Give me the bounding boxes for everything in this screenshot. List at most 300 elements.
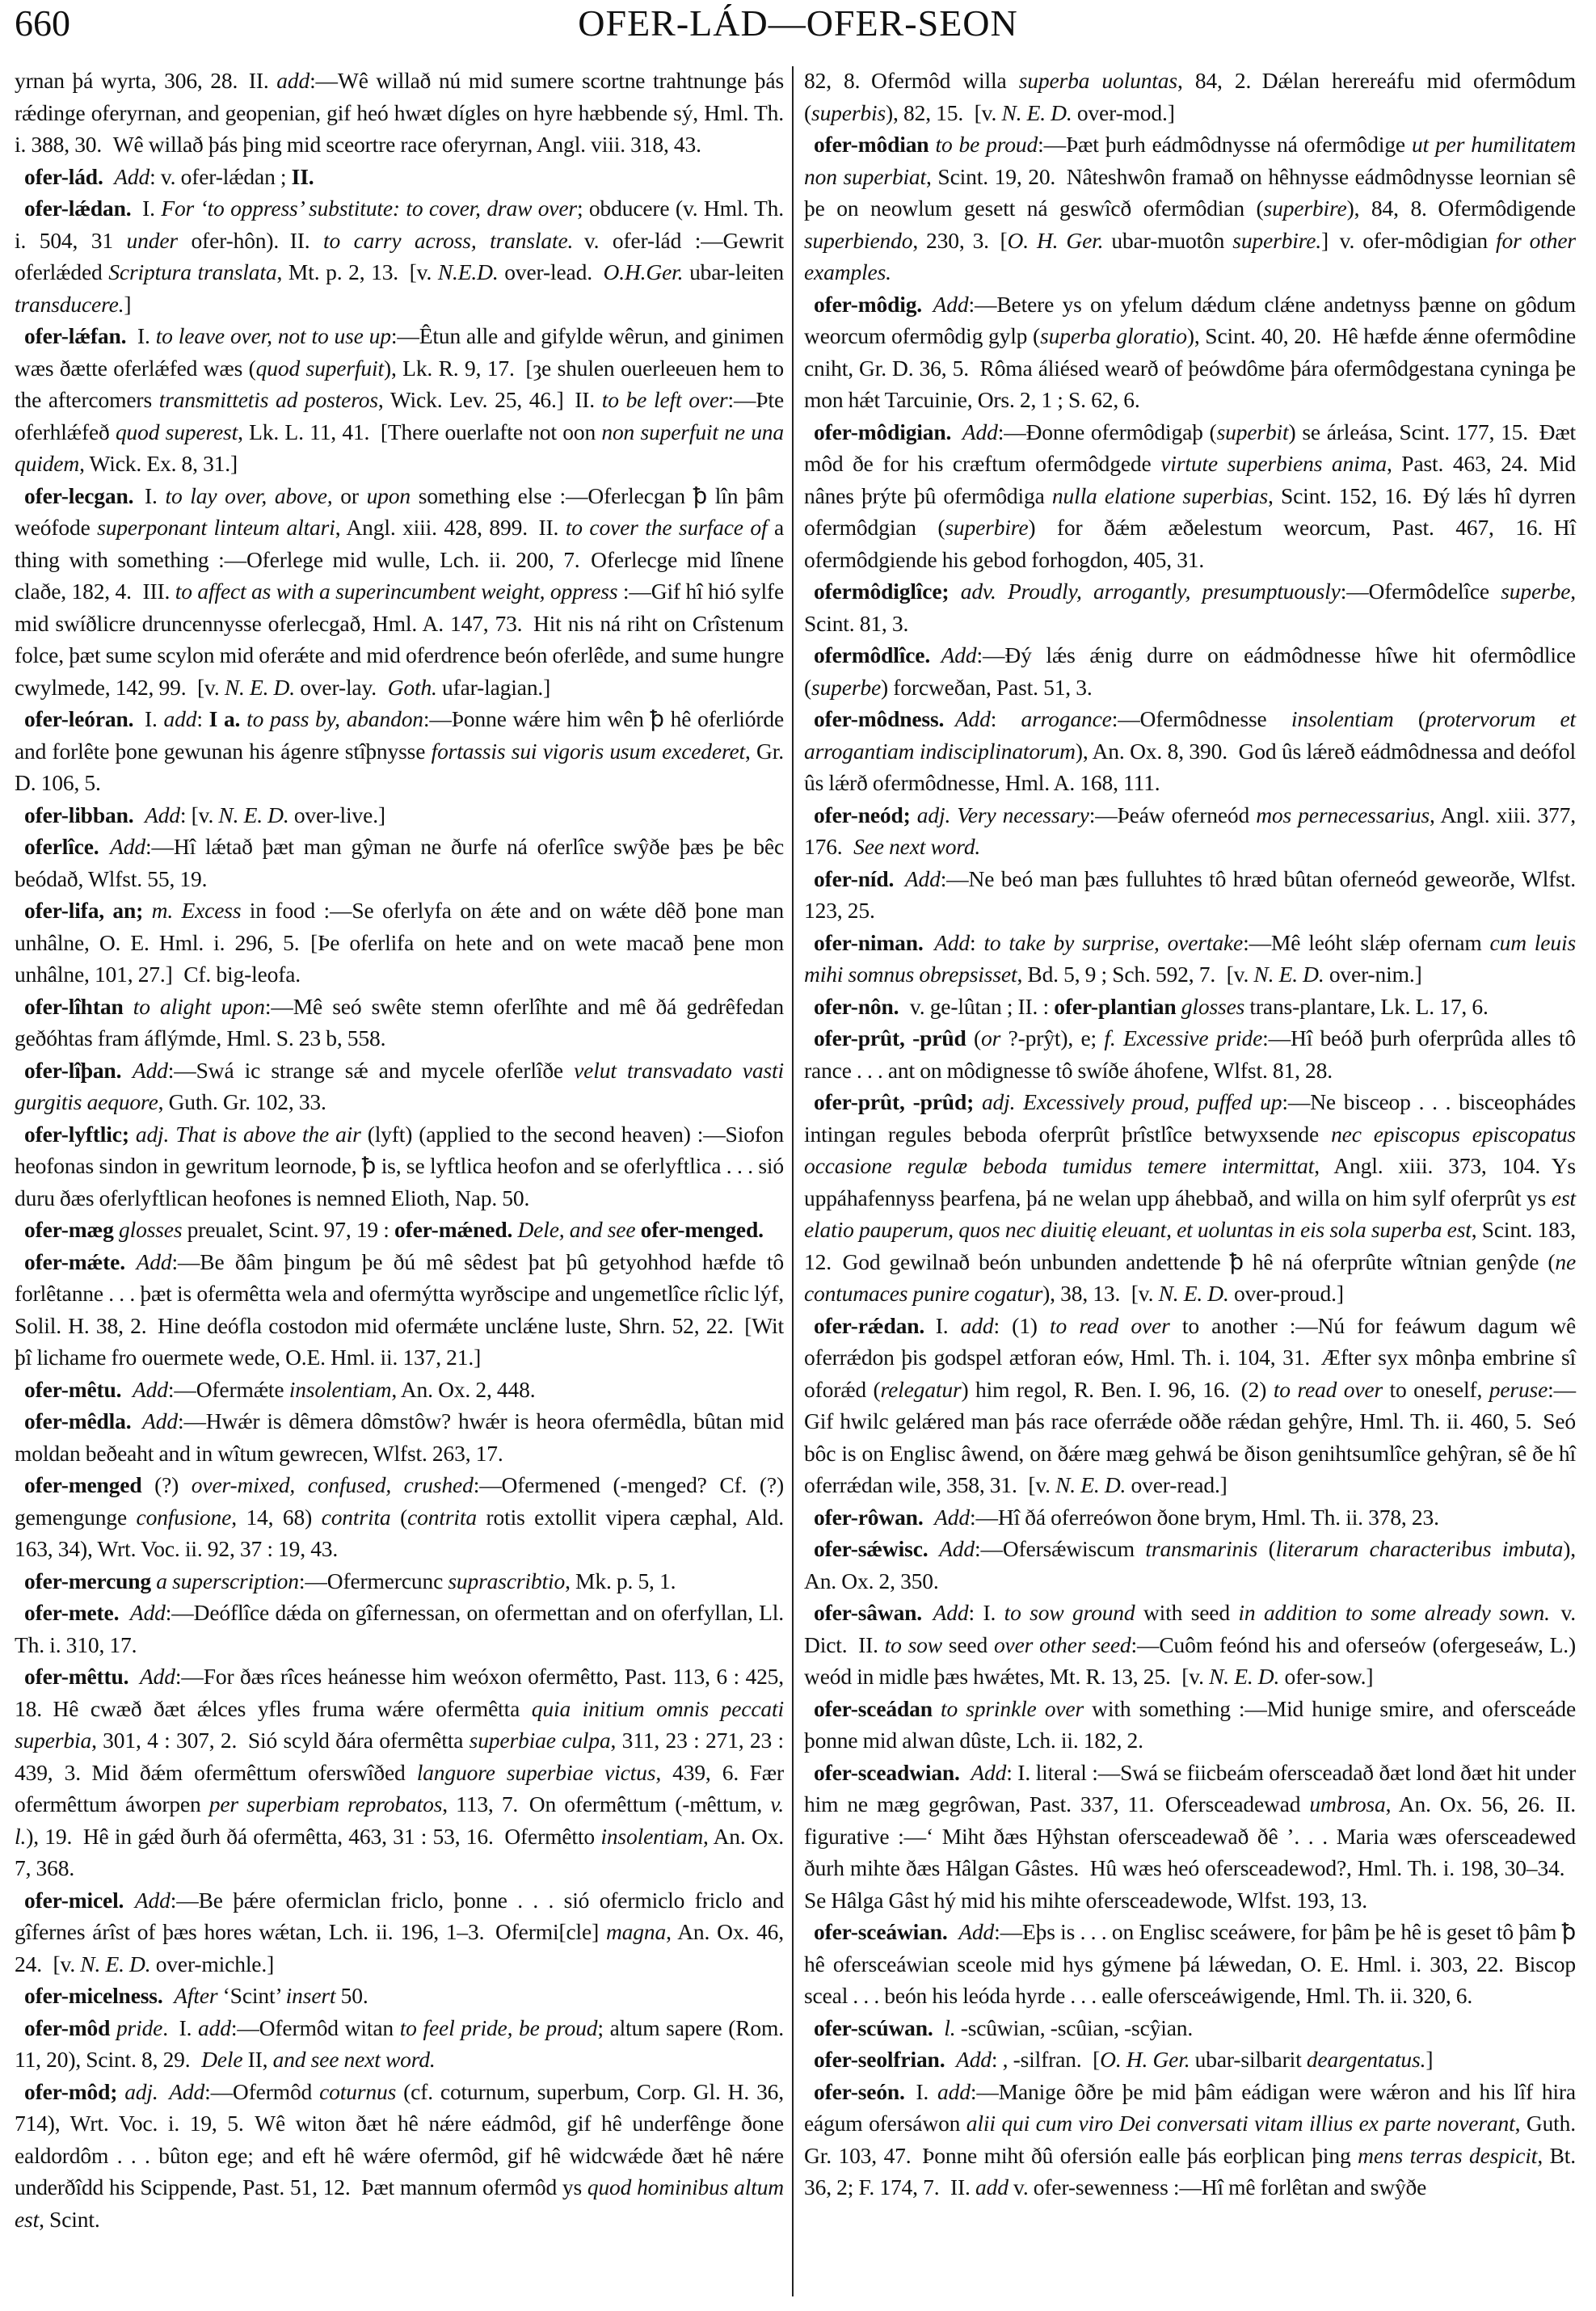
italic-gloss: adj. That is above the air [135,1121,361,1147]
dictionary-entry [804,416,1576,576]
entry-text: :—Cuôm feónd his and oferseów (ofergeseáw, L.) weód in midle þæs hwǽtes, Mt. R. 13, 25. [v. [804,1631,1576,1689]
entry-text: : [970,929,984,955]
italic-gloss: alii qui cum viro Dei conversati vitam illius ex parte noverant [966,2111,1515,2136]
entry-text: :—Þeáw oferneód [1089,802,1257,827]
italic-gloss: to cover the surface of [565,515,768,540]
running-head: OFER-LÁD—OFER-SEON [578,2,1018,44]
italic-gloss: adj. Excessively proud, puffed up [981,1089,1282,1114]
italic-gloss: suprascribtio [448,1568,566,1593]
entry-text: :—Betere ys on yfelum dǽdum clǽne andetnyss þænne on gôdum weorcum ofermôdig gylp ( [804,291,1576,348]
dictionary-entry [15,1405,784,1469]
italic-gloss: O. H. Ger. [1007,227,1104,253]
entry-text: over-nim.] [1324,962,1422,987]
italic-gloss: N. E. D. [224,674,295,700]
entry-text: :—Ne bisceop . . . bisceophádes intingan regules beboda oferprût þrîstlîce betwyxsende [804,1089,1576,1147]
entry-text: : [196,706,209,731]
italic-gloss: upon [366,482,411,508]
italic-gloss: superbiae culpa [469,1728,611,1753]
entry-text: ubar-muotôn [1103,227,1233,253]
headword: ofer-môd [24,2014,111,2040]
headword: ofermôdlîce. [814,642,931,667]
entry-text [948,1919,959,1944]
entry-text: I. [904,2078,938,2104]
italic-gloss: peruse [1489,1376,1548,1402]
entry-text: ), Scint. 40, 20. Hê hæfde ǽnne ofermôdine cniht, Gr. D. 36, 5. Rôma áliésed wearð of þeówdôme þára ofermôdgestana cyninga þe mon hǽt Tarcuinie, Ors. 2, 1 ; S. 62, 6. [804,323,1576,412]
italic-gloss: adv. Proudly, arrogantly, presumptuously [960,579,1341,604]
headword: ofer-lád. [24,163,103,189]
entry-text: ] v. ofer-môdigian [1321,227,1497,253]
entry-text: to oneself, [1383,1376,1489,1402]
italic-gloss: O. H. Ger. [1100,2047,1190,2072]
italic-gloss: superbire [1263,196,1347,221]
entry-text: :—Mê leóht slǽp ofernam [1243,929,1490,955]
italic-gloss: est elatio pauperum, quos nec diuitię eleuant, et uoluntas in eis sola superba est [804,1185,1576,1242]
entry-text [124,1888,135,1913]
entry-text: , Wick. Lev. 25, 46.] II. [377,387,602,412]
entry-text: , Lk. L. 11, 41. [There ouerlafte not oon [238,419,602,444]
dictionary-entry [15,1980,784,2012]
italic-gloss: N. E. D. [1001,99,1072,125]
italic-gloss: insolentiam [600,1823,704,1849]
headword: ofer-lîhtan [24,993,124,1019]
entry-text [930,642,941,667]
dictionary-entry [804,1022,1576,1086]
entry-text: :—Þonne wǽre him wên ꝥ hê oferliórde and forlête þone gewunan his ágenre stîþnysse [15,706,785,764]
entry-text: :—Hî beóð þurh oferprûda alles tô rance . . . ant on môdignesse tô swíðe áhofene, Wlfst. 81, 28. [804,1025,1576,1083]
entry-text: :—Be ðâm þingum þe ðú mê sêdest þat þû getyohhod hæfde tô forlêtanne . . . þæt is ofermêtta wela and ofermýtta wyrðscipe and ungemetlîce rîclic lýf, Solil. H. 38, 2. Hine deófla costodon mid ofermǽte unclǽne luste, Shrn. 52, 22. [Wit þî lichame fro ouermete wede, O.E. Hml. ii. 137, 21.] [15,1248,784,1370]
entry-text: . I. [162,2014,199,2040]
italic-gloss: to sow ground [1004,1600,1135,1625]
italic-gloss: relegatur [880,1376,962,1402]
italic-gloss: adj. Very necessary [916,802,1089,827]
entry-text: :—Hî lǽtað þæt man gŷman ne ðurfe ná oferlîce swŷðe þæs þe bêc beódað, Wlfst. 55, 19. [15,834,784,891]
italic-gloss: per superbiam reprobatos [208,1791,443,1816]
dictionary-entry [15,1565,784,1597]
entry-text: v. ofer-sewenness :—Hî mê forlêtan and swŷðe [1008,2174,1427,2199]
headword: ofer-leóran. [24,706,134,731]
dictionary-entry [804,1916,1576,2012]
entry-text [103,164,115,189]
headword: ofer-môd; [24,2078,118,2104]
italic-gloss: Add [114,163,150,189]
dictionary-entry [15,703,784,799]
headword: ofer-libban. [24,802,134,827]
entry-continuation [804,65,1576,128]
italic-gloss: nulla elatione superbias [1051,482,1269,508]
entry-text [974,1089,982,1114]
entry-text: : [990,706,1021,731]
italic-gloss: insolentiam [1291,706,1394,731]
entry-text: ; obducere (v. Hml. Th. i. 504, 31 [15,196,785,253]
entry-text: , Wick. Ex. 8, 31.] [79,451,238,476]
entry-text: :—Ofermôdelîce [1340,579,1501,604]
italic-gloss: glosses [119,1217,183,1242]
headword: ofer-mêdla. [24,1408,132,1433]
entry-text: : I. literal :—Swá se fiicbeám ofersceadað ðæt lond ðæt hit under him ne mæg gegrôwan, Past. 337, 11. Ofersceadewad [804,1759,1576,1816]
entry-text: :—Ofermôd witan [230,2014,400,2040]
entry-text: :—Manige ôðre þe mid þâm eádigan were wǽron and his lîf hira eágum ofersáwon [804,2078,1576,2136]
entry-text: :—Þte oferhlǽfeð [15,387,784,444]
headword: ofer-menged [24,1472,142,1497]
italic-gloss: N. E. D. [1055,1472,1126,1497]
entry-text: something else :—Oferlecgan ꝥ lîn þâm weófode [15,482,785,540]
italic-gloss: for other examples. [804,227,1576,284]
entry-text: :—Ðý lǽs ǽnig durre on eádmôdnesse hîwe hit ofermôdlice ( [804,642,1576,700]
italic-gloss: under [126,227,178,253]
entry-text: I. [924,1312,961,1338]
headword: ofer-lîþan. [24,1057,122,1083]
italic-gloss: quod superfuit [255,355,384,381]
entry-text [945,2047,956,2072]
dictionary-entry [804,1310,1576,1501]
headword: ofer-mêttu. [24,1664,129,1689]
italic-gloss: Add [933,291,969,317]
entry-text: , 439, 6. Fær ofermêttum áworpen [15,1759,784,1816]
italic-gloss: Add [145,802,180,827]
entry-text: :—Hwǽr is dêmera dômstôw? hwǽr is heora ofermêdla, bûtan mid moldan beðeaht and in wîtum gewrecen, Wlfst. 263, 17. [15,1408,784,1466]
entry-text: ubar-silbarit [1190,2047,1307,2072]
italic-gloss: Add [134,1887,171,1913]
italic-gloss: add [276,68,310,93]
entry-text: over-lay. [295,674,388,700]
italic-gloss: confusione [136,1504,232,1530]
entry-text [121,1377,133,1402]
entry-text [143,898,151,923]
italic-gloss: arrogance [1021,706,1112,731]
italic-gloss: umbrosa [1309,1791,1386,1816]
entry-text: , 230, 3. [ [912,227,1008,253]
right-column [804,65,1576,2204]
italic-gloss: coturnus [319,2078,397,2104]
italic-gloss: velut transvadato vasti gurgitis aequore [15,1057,784,1114]
italic-gloss: Add [140,1664,175,1689]
entry-text: ubar-leiten [683,259,784,284]
headword: ofer-mete. [24,1600,120,1625]
entry-text: , Mt. p. 2, 13. [v. [276,259,438,284]
entry-text: over-mod.] [1072,99,1175,125]
dictionary-entry [15,1469,784,1565]
italic-gloss: Dele [201,2047,243,2072]
italic-gloss: N. E. D. [80,1951,151,1976]
entry-text [949,579,960,604]
entry-text [131,1408,142,1433]
entry-text: II, [242,2047,273,2072]
italic-gloss: Add [129,1600,166,1625]
dictionary-entry [804,1501,1576,1534]
entry-text: : (1) [993,1312,1051,1338]
headword: ofermôdiglîce; [814,579,950,604]
dictionary-entry [15,895,784,991]
entry-text: v. Dict. II. [804,1600,1576,1657]
entry-text: :—Hî ðá oferreówon ðone brym, Hml. Th. ii. 378, 23. [970,1504,1439,1530]
entry-text [240,706,246,731]
italic-gloss: to take by surprise, overtake [983,929,1244,955]
entry-text: preualet, Scint. 97, 19 : [182,1217,394,1242]
dictionary-entry [804,927,1576,991]
italic-gloss: superponant linteum altari [97,515,335,540]
entry-text: seed [941,1631,994,1657]
entry-text: -scûwian, -scûian, -scŷian. [955,2014,1194,2040]
italic-gloss: N. E. D. [1253,962,1324,987]
left-column [15,65,784,2235]
entry-text: , 14, 68) [231,1504,322,1530]
italic-gloss: to read over [1273,1376,1383,1402]
italic-gloss: ut per humilitatem non superbiat [804,132,1576,189]
entry-text [125,1249,137,1274]
entry-text: :—Ðonne ofermôdigaþ ( [997,419,1217,444]
entry-text: , Scint. 19, 20. Nâteshwôn framað on hêhnysse eádmôdnysse leornian sê þe on neowlum gesett ná geswîcð ofermôdian ( [804,163,1576,221]
entry-text: ] [124,291,132,317]
italic-gloss: over other seed [993,1631,1131,1657]
entry-text: :—Deóflîce dǽda on gîfernessan, on ofermettan and on oferfyllan, Ll. Th. i. 310, 17. [15,1600,784,1657]
entry-text: 50. [335,1983,368,2008]
headword: ofer-lǽdan. [24,196,132,221]
headword: ofer-môdness. [814,706,945,731]
italic-gloss: Add [962,419,998,444]
entry-text: over-live.] [288,802,385,827]
headword: ofer-neód; [814,802,911,827]
entry-text: ), An. Ox. 2, 350. [804,1536,1576,1593]
italic-gloss: m. Excess [151,898,242,923]
italic-gloss: to alight upon [133,993,265,1019]
italic-gloss: v. l. [15,1791,784,1849]
entry-text: I. [126,323,156,348]
headword: ofer-sâwan. [814,1600,923,1625]
headword: ofer-nôn. [814,993,899,1019]
italic-gloss: to carry across, translate. [322,227,574,253]
italic-gloss: glosses [1181,993,1245,1019]
italic-gloss: Add [934,929,971,955]
entry-text: to another :—Nú for feáwum dagum wê oferrǽdon þis godspel ætforan eów, Hml. Th. i. 104, 31. Æfter syx mônþa embrine sî oforǽd ( [804,1312,1576,1402]
italic-gloss: to feel pride, be proud [399,2014,598,2040]
italic-gloss: After [174,1983,218,2008]
entry-text: :—For ðæs rîces heánesse him weóxon ofermêtto, Past. 113, 6 : 425, 18. Hê cwæð ðæt ǽlces yfles fruma wǽre ofermêtta [15,1664,784,1721]
entry-text: ?-prŷt), e; [1000,1025,1105,1050]
italic-gloss: N. E. D. [218,802,289,827]
dictionary-entry [804,1693,1576,1757]
headword: ofer-mǽned. [394,1217,513,1242]
entry-text: ) him regol, R. Ben. I. 96, 16. (2) [961,1376,1274,1402]
entry-text: ), 84, 8. Ofermôdigende [1346,196,1576,221]
italic-gloss: to affect as with a superincumbent weight, oppress [175,579,618,604]
entry-text: :—Eþs is . . . on Englisc sceáwere, for þâm þe hê is geset tô þâm ꝥ hê ofersceáwian sceole mid hys gýmene þá lǽwedan, O. E. Hml. i. 303, 22. Biscop sceal . . . beón his leóda hyrde . . . ealle ofersceáwigende, Hml. Th. ii. 320, 6. [804,1919,1576,2008]
entry-text [922,1600,933,1625]
entry-text: (?) [141,1472,192,1497]
dictionary-entry [804,1757,1576,1917]
headword: ofer-prût, -prûd [814,1025,966,1050]
italic-gloss: superba uoluntas [1018,68,1177,93]
dictionary-entry [15,1118,784,1214]
entry-text: , Scint. 81, 3. [804,579,1576,636]
entry-text: , Angl. xiii. 377, 176. [804,802,1576,859]
entry-text: , Mk. p. 5, 1. [565,1568,676,1593]
italic-gloss: transmittetis ad posteros [158,387,378,412]
entry-text: ( [390,1504,408,1530]
entry-text [924,1505,935,1530]
italic-gloss: nec episcopus episcopatus occasione regulæ beboda tumidus temere intermittat [804,1121,1576,1178]
entry-text: I. [131,196,162,221]
entry-text [922,292,933,317]
dictionary-entry [15,1054,784,1118]
entry-text: : [v. [179,802,219,827]
headword: II. [291,163,314,189]
italic-gloss: mos pernecessarius [1256,802,1430,827]
headword: ofer-micelness. [24,1983,163,2008]
italic-gloss: add [960,1312,994,1338]
entry-text: ( [1393,706,1425,731]
entry-text [924,930,935,955]
italic-gloss: O.H.Ger. [603,259,684,284]
entry-text: ) forcweðan, Past. 51, 3. [881,674,1093,700]
entry-text [951,419,962,444]
entry-text: , Gr. D. 106, 5. [15,738,784,795]
dictionary-entry [804,639,1576,703]
italic-gloss: N.E.D. [437,259,499,284]
italic-gloss: Add [132,1057,168,1083]
entry-text: with seed [1135,1600,1239,1625]
entry-text: :—Gif hî hió sylfe mid swíðlicre druncennysse oferlecgað, Hml. A. 147, 73. Hit nis ná riht on Crîstenum folce, þæt sume scylon mid oferǽte and mid oferdrence beón oferlêde, and sume hungre cwylmede, 142, 99. [v. [15,579,784,700]
dictionary-entry [15,1661,784,1884]
entry-text: :—Be þǽre ofermiclan friclo, þonne . . . sió ofermiclo friclo and gîfernes árîst of þæs hores wǽtan, Lch. ii. 196, 1–3. Ofermi[cle] [15,1887,784,1944]
italic-gloss: languore superbiae victus [416,1759,656,1785]
dictionary-entry [804,703,1576,799]
entry-text [119,1600,130,1625]
entry-text: a thing with something :—Oferlege mid wulle, Lch. ii. 200, 7. Oferlecge mid lînene claðe, 182, 4. III. [15,515,785,604]
entry-text [163,1983,175,2008]
headword: ofer-micel. [24,1887,124,1913]
italic-gloss: non superfuit ne una quidem [15,419,784,476]
entry-text: ofer-sow.] [1279,1664,1374,1689]
entry-text [929,1536,940,1561]
entry-text: , Bt. 36, 2; F. 174, 7. II. [804,2142,1577,2199]
italic-gloss: Add [904,865,941,891]
italic-gloss: to sow [884,1631,942,1657]
dictionary-entry [15,799,784,831]
entry-text [110,2015,116,2040]
entry-text: :—Ofermercunc [298,1568,448,1593]
dictionary-entry [15,991,784,1054]
entry-text: 82, 8. Ofermôd willa [804,68,1019,93]
italic-gloss: to sprinkle over [941,1695,1084,1721]
entry-text [128,1664,140,1689]
headword: ofer-mêtu. [24,1376,122,1402]
entry-text: over-michle.] [150,1951,275,1976]
italic-gloss: Add [939,1536,975,1561]
italic-gloss: Add [934,1504,971,1530]
entry-text: :—Ne beó man þæs fulluhtes tô hræd bûtan oferneód geweorðe, Wlfst. 123, 25. [804,865,1576,923]
italic-gloss: over-mixed, confused, crushed [191,1472,474,1497]
entry-text [133,802,145,827]
dictionary-entry [804,1086,1576,1310]
italic-gloss: l. [944,2014,956,2040]
entry-text [933,2015,945,2040]
entry-text: :—Ofermǽte [167,1376,289,1402]
column-divider [792,66,794,2296]
entry-text: ; altum sapere (Rom. 11, 20), Scint. 8, 29. [15,2014,784,2072]
dictionary-entry [15,480,784,704]
headword: ofer-rǽdan. [814,1312,925,1338]
headword: ofer-niman. [814,929,924,955]
entry-text: ), Lk. R. 9, 17. [ȝe shulen ouerleeuen hem to the aftercomers [15,355,784,412]
italic-gloss: pride [116,2014,163,2040]
italic-gloss: cum leuis mihi somnus obrepsisset [804,929,1576,987]
dictionary-entry [15,161,784,193]
headword: ofer-môdig. [814,291,923,317]
italic-gloss: adj. [124,2078,158,2104]
italic-gloss: superbiendo [804,227,913,253]
italic-gloss: or [981,1025,1001,1050]
entry-text: , Scint. [39,2206,100,2232]
dictionary-entry [804,863,1576,927]
headword: ofer-menged. [640,1217,764,1242]
entry-text: ufar-lagian.] [436,674,551,700]
entry-text [944,706,955,731]
italic-gloss: virtute superbiens anima [1160,451,1387,476]
italic-gloss: N. E. D. [1158,1281,1229,1306]
italic-gloss: mens terras despicit [1358,2142,1538,2168]
italic-gloss: Add [110,834,146,859]
italic-gloss: superbire. [1232,227,1322,253]
italic-gloss: insolentiam [288,1376,392,1402]
headword: ofer-rôwan. [814,1504,924,1530]
entry-text: , Scint. 152, 16. Ðý lǽs hî dyrren ofermôdgian ( [804,482,1577,540]
italic-gloss: Add [958,1919,995,1944]
italic-gloss: ne contumaces punire cogatur [804,1248,1576,1306]
headword: ofer-môdian [814,132,929,157]
headword: ofer-seolfrian. [814,2047,945,2072]
entry-text: , Scint. 183, 12. God gewilnað beón unbunden andettende ꝥ hê ná oferprûte wîtnian genŷde ( [804,1217,1576,1274]
italic-gloss: superba gloratio [1040,323,1187,348]
italic-gloss: transmarinis [1145,1536,1258,1561]
entry-text: in food :—Se oferlyfa on ǽte and on wǽte dêð þone man unhâlne, O. E. Hml. i. 296, 5. [Þe oferlifa on hete and on wete macað þene mon unhâlne, 101, 27.] Cf. big-leofa. [15,898,784,987]
italic-gloss: N. E. D. [1209,1664,1280,1689]
italic-gloss: superbit [1216,419,1289,444]
italic-gloss: Add [136,1248,172,1274]
dictionary-entry [15,320,784,480]
italic-gloss: f. Excessive pride [1104,1025,1263,1050]
entry-text: , Past. 463, 24. Mid nânes þrýte þû ofermôdiga [804,451,1577,508]
dictionary-entry [804,1597,1576,1693]
entry-text: :—Ofermôd [204,2078,320,2104]
entry-text: v. ofer-lád :—Gewrit oferlǽded [15,227,784,284]
entry-text: , An. Ox. 2, 448. [391,1376,536,1402]
italic-gloss: deargentatus. [1306,2047,1426,2072]
italic-gloss: superbis [811,99,886,125]
entry-text: ), 19. Hê in gǽd ðurh ðá ofermêtta, 463, 31 : 53, 16. Ofermêtto [26,1823,601,1849]
entry-text [121,1058,133,1083]
entry-text [911,802,917,827]
italic-gloss: magna [605,1919,667,1944]
dictionary-entry [804,1533,1576,1597]
entry-text: ) se árleása, Scint. 177, 15. Ðæt môd ðe for his cræftum ofermôdgede [804,419,1576,476]
entry-continuation [15,65,784,161]
italic-gloss: Add [169,2078,205,2104]
headword: ofer-prût, -prûd; [814,1089,975,1114]
headword: ofer-seón. [814,2078,905,2104]
italic-gloss: superbe [1501,579,1571,604]
entry-text: or [332,482,367,508]
entry-text: , Guth. Gr. 102, 33. [158,1089,326,1114]
entry-text: ‘Scint’ [217,1983,286,2008]
entry-text: , 301, 4 : 307, 2. Sió scyld ðára ofermêtta [91,1728,470,1753]
dictionary-entry [804,799,1576,863]
italic-gloss: add [937,2078,971,2104]
italic-gloss: See next word. [853,834,981,859]
dictionary-entry [15,2076,784,2236]
entry-text: : I. [968,1600,1004,1625]
entry-text: :—Swá ic strange sǽ and mycele oferlîðe [167,1057,575,1083]
italic-gloss: quia initium omnis peccati superbia [15,1695,784,1753]
